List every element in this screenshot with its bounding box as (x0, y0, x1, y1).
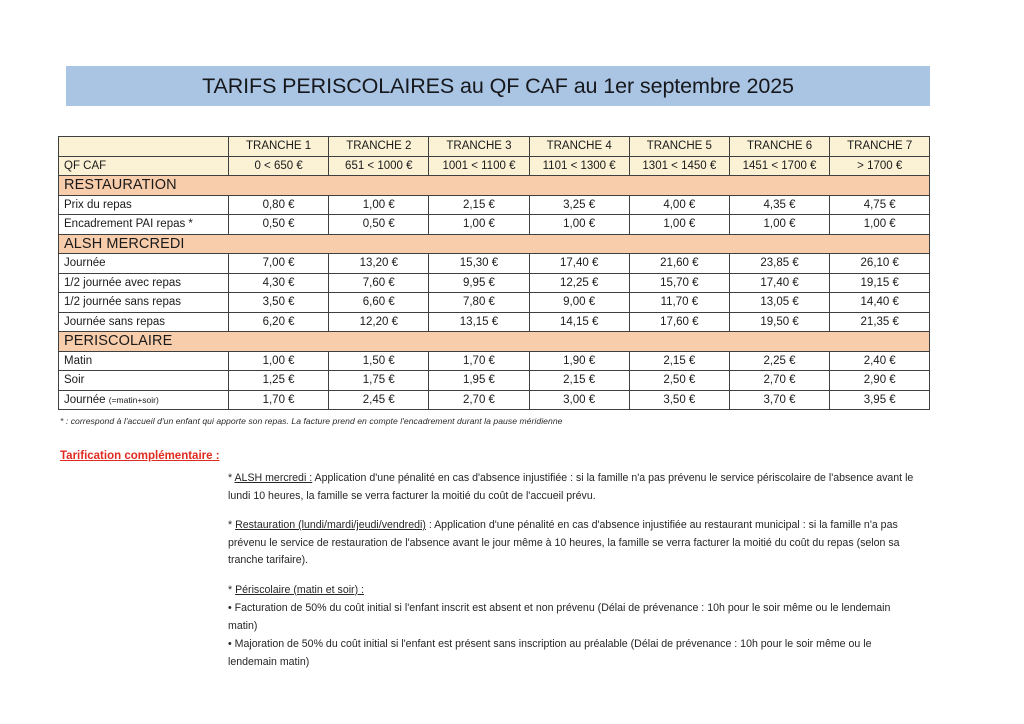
table-row (59, 254, 930, 274)
row-label (59, 293, 229, 313)
column-header-tranche-4: TRANCHE 4 (529, 137, 629, 157)
qf-range-tranche-1: 0 < 650 € (229, 156, 329, 176)
qf-range-tranche-4: 1101 < 1300 € (529, 156, 629, 176)
price-cell-tranche-7: 21,35 € (830, 312, 930, 332)
tarification-complementaire-heading: Tarification complémentaire : (60, 450, 220, 462)
section-title: ALSH MERCREDI (59, 234, 930, 254)
price-cell-tranche-7: 3,95 € (830, 390, 930, 410)
complementary-pricing-notes (228, 470, 918, 672)
price-cell-tranche-4: 2,15 € (529, 371, 629, 391)
column-header-tranche-5: TRANCHE 5 (629, 137, 729, 157)
note-alsh-mercredi (228, 470, 918, 505)
row-label (59, 351, 229, 371)
table-row (59, 215, 930, 235)
note-periscolaire-marker: * (228, 583, 236, 596)
table-corner-cell (59, 137, 229, 157)
note-restauration-marker: * (228, 519, 236, 531)
column-header-tranche-3: TRANCHE 3 (429, 137, 529, 157)
price-cell-tranche-6: 17,40 € (729, 273, 829, 293)
qf-range-tranche-3: 1001 < 1100 € (429, 156, 529, 176)
column-header-tranche-1: TRANCHE 1 (229, 137, 329, 157)
row-label-text: 1/2 journée sans repas (64, 296, 181, 308)
qf-range-tranche-5: 1301 < 1450 € (629, 156, 729, 176)
tariffs-table-body (59, 137, 930, 410)
price-cell-tranche-1: 0,80 € (229, 195, 329, 215)
price-cell-tranche-4: 1,90 € (529, 351, 629, 371)
price-cell-tranche-1: 7,00 € (229, 254, 329, 274)
note-alsh-marker: * (228, 472, 235, 484)
note-periscolaire-bullet-2: • Majoration de 50% du coût initial si l'enfant est présent sans inscription au préalable (Délai de prévenance : 10h pour le soir même ou le lendemain matin) (228, 638, 872, 668)
price-cell-tranche-3: 7,80 € (429, 293, 529, 313)
price-cell-tranche-3: 1,70 € (429, 351, 529, 371)
price-cell-tranche-6: 19,50 € (729, 312, 829, 332)
price-cell-tranche-6: 4,35 € (729, 195, 829, 215)
note-restauration (228, 517, 918, 570)
price-cell-tranche-5: 21,60 € (629, 254, 729, 274)
price-cell-tranche-2: 12,20 € (329, 312, 429, 332)
price-cell-tranche-2: 1,50 € (329, 351, 429, 371)
price-cell-tranche-2: 2,45 € (329, 390, 429, 410)
price-cell-tranche-7: 1,00 € (830, 215, 930, 235)
table-row (59, 312, 930, 332)
price-cell-tranche-7: 2,40 € (830, 351, 930, 371)
price-cell-tranche-2: 13,20 € (329, 254, 429, 274)
qf-range-tranche-7: > 1700 € (830, 156, 930, 176)
page-title: TARIFS PERISCOLAIRES au QF CAF au 1er septembre 2025 (202, 73, 794, 98)
price-cell-tranche-7: 19,15 € (830, 273, 930, 293)
note-alsh-body: Application d'une pénalité en cas d'absence injustifiée : si la famille n'a pas prévenu le service périscolaire de l'absence avant le lundi 10 heures, la famille se verra facturer la moitié du coût de l'accueil prévu. (228, 472, 914, 502)
column-header-tranche-7: TRANCHE 7 (830, 137, 930, 157)
row-label-subnote: (=matin+soir) (108, 394, 159, 405)
section-title: RESTAURATION (59, 176, 930, 196)
table-header-row-qf-ranges (59, 156, 930, 176)
price-cell-tranche-1: 1,00 € (229, 351, 329, 371)
column-header-tranche-6: TRANCHE 6 (729, 137, 829, 157)
qf-range-tranche-6: 1451 < 1700 € (729, 156, 829, 176)
price-cell-tranche-7: 26,10 € (830, 254, 930, 274)
table-row (59, 195, 930, 215)
row-label (59, 195, 229, 215)
price-cell-tranche-5: 4,00 € (629, 195, 729, 215)
price-cell-tranche-3: 2,70 € (429, 390, 529, 410)
price-cell-tranche-2: 0,50 € (329, 215, 429, 235)
price-cell-tranche-6: 2,25 € (729, 351, 829, 371)
row-label-text: Matin (64, 354, 93, 367)
table-row (59, 293, 930, 313)
price-cell-tranche-7: 14,40 € (830, 293, 930, 313)
price-cell-tranche-5: 11,70 € (629, 293, 729, 313)
row-label-text: Prix du repas (64, 198, 132, 211)
price-cell-tranche-4: 3,25 € (529, 195, 629, 215)
note-restauration-body: : Application d'une pénalité en cas d'absence injustifiée au restaurant municipal : si la famille n'a pas prévenu le service de restauration de l'absence avant le jour même à 10 heures, la famille se verra facturer la moitié du coût du repas (selon sa tranche tarifaire). (228, 519, 900, 566)
row-label-text: Encadrement PAI repas * (64, 218, 193, 230)
price-cell-tranche-1: 0,50 € (229, 215, 329, 235)
price-cell-tranche-2: 1,00 € (329, 195, 429, 215)
note-restauration-title: Restauration (lundi/mardi/jeudi/vendredi) (235, 519, 426, 531)
column-header-tranche-2: TRANCHE 2 (329, 137, 429, 157)
note-alsh-title: ALSH mercredi : (234, 472, 313, 484)
qf-caf-row-label: QF CAF (59, 156, 229, 176)
row-label-text: Soir (64, 374, 85, 386)
row-label-text: Journée (64, 257, 106, 269)
price-cell-tranche-7: 4,75 € (830, 195, 930, 215)
price-cell-tranche-3: 2,15 € (429, 195, 529, 215)
note-periscolaire-title-line (228, 582, 918, 600)
price-cell-tranche-5: 2,50 € (629, 371, 729, 391)
row-label (59, 312, 229, 332)
price-cell-tranche-1: 4,30 € (229, 273, 329, 293)
price-cell-tranche-1: 1,70 € (229, 390, 329, 410)
section-band-periscolaire (59, 332, 930, 352)
price-cell-tranche-6: 23,85 € (729, 254, 829, 274)
note-periscolaire-title: Périscolaire (matin et soir) : (235, 583, 365, 596)
table-row (59, 390, 930, 410)
row-label (59, 371, 229, 391)
price-cell-tranche-3: 13,15 € (429, 312, 529, 332)
price-cell-tranche-4: 1,00 € (529, 215, 629, 235)
document-title-banner (66, 66, 930, 106)
section-band-alsh-mercredi (59, 234, 930, 254)
row-label (59, 215, 229, 235)
price-cell-tranche-2: 1,75 € (329, 371, 429, 391)
price-cell-tranche-1: 6,20 € (229, 312, 329, 332)
section-title: PERISCOLAIRE (59, 332, 930, 352)
table-row (59, 273, 930, 293)
price-cell-tranche-6: 3,70 € (729, 390, 829, 410)
price-cell-tranche-4: 12,25 € (529, 273, 629, 293)
table-row (59, 371, 930, 391)
price-cell-tranche-1: 3,50 € (229, 293, 329, 313)
note-periscolaire-bullet-1: • Facturation de 50% du coût initial si l'enfant inscrit est absent et non prévenu (Délai de prévenance : 10h pour le soir même ou le lendemain matin) (228, 602, 891, 632)
price-cell-tranche-6: 1,00 € (729, 215, 829, 235)
price-cell-tranche-2: 7,60 € (329, 273, 429, 293)
tariffs-table (58, 136, 930, 410)
row-label (59, 390, 229, 410)
section-band-restauration (59, 176, 930, 196)
price-cell-tranche-4: 3,00 € (529, 390, 629, 410)
price-cell-tranche-3: 1,00 € (429, 215, 529, 235)
price-cell-tranche-3: 15,30 € (429, 254, 529, 274)
row-label-text: Journée sans repas (64, 315, 166, 328)
price-cell-tranche-1: 1,25 € (229, 371, 329, 391)
price-cell-tranche-5: 2,15 € (629, 351, 729, 371)
qf-range-tranche-2: 651 < 1000 € (329, 156, 429, 176)
price-cell-tranche-5: 3,50 € (629, 390, 729, 410)
price-cell-tranche-5: 1,00 € (629, 215, 729, 235)
row-label (59, 273, 229, 293)
price-cell-tranche-3: 9,95 € (429, 273, 529, 293)
price-cell-tranche-5: 17,60 € (629, 312, 729, 332)
price-cell-tranche-4: 14,15 € (529, 312, 629, 332)
price-cell-tranche-4: 17,40 € (529, 254, 629, 274)
table-header-row-tranches (59, 137, 930, 157)
row-label-text: 1/2 journée avec repas (64, 276, 181, 289)
table-footnote: * : correspond à l'accueil d'un enfant qui apporte son repas. La facture prend en compte l'encadrement durant la pause méridienne (60, 416, 563, 426)
price-cell-tranche-6: 13,05 € (729, 293, 829, 313)
price-cell-tranche-7: 2,90 € (830, 371, 930, 391)
table-row (59, 351, 930, 371)
row-label (59, 254, 229, 274)
price-cell-tranche-5: 15,70 € (629, 273, 729, 293)
row-label-text: Journée (64, 393, 109, 406)
price-cell-tranche-2: 6,60 € (329, 293, 429, 313)
price-cell-tranche-3: 1,95 € (429, 371, 529, 391)
price-cell-tranche-4: 9,00 € (529, 293, 629, 313)
price-cell-tranche-6: 2,70 € (729, 371, 829, 391)
